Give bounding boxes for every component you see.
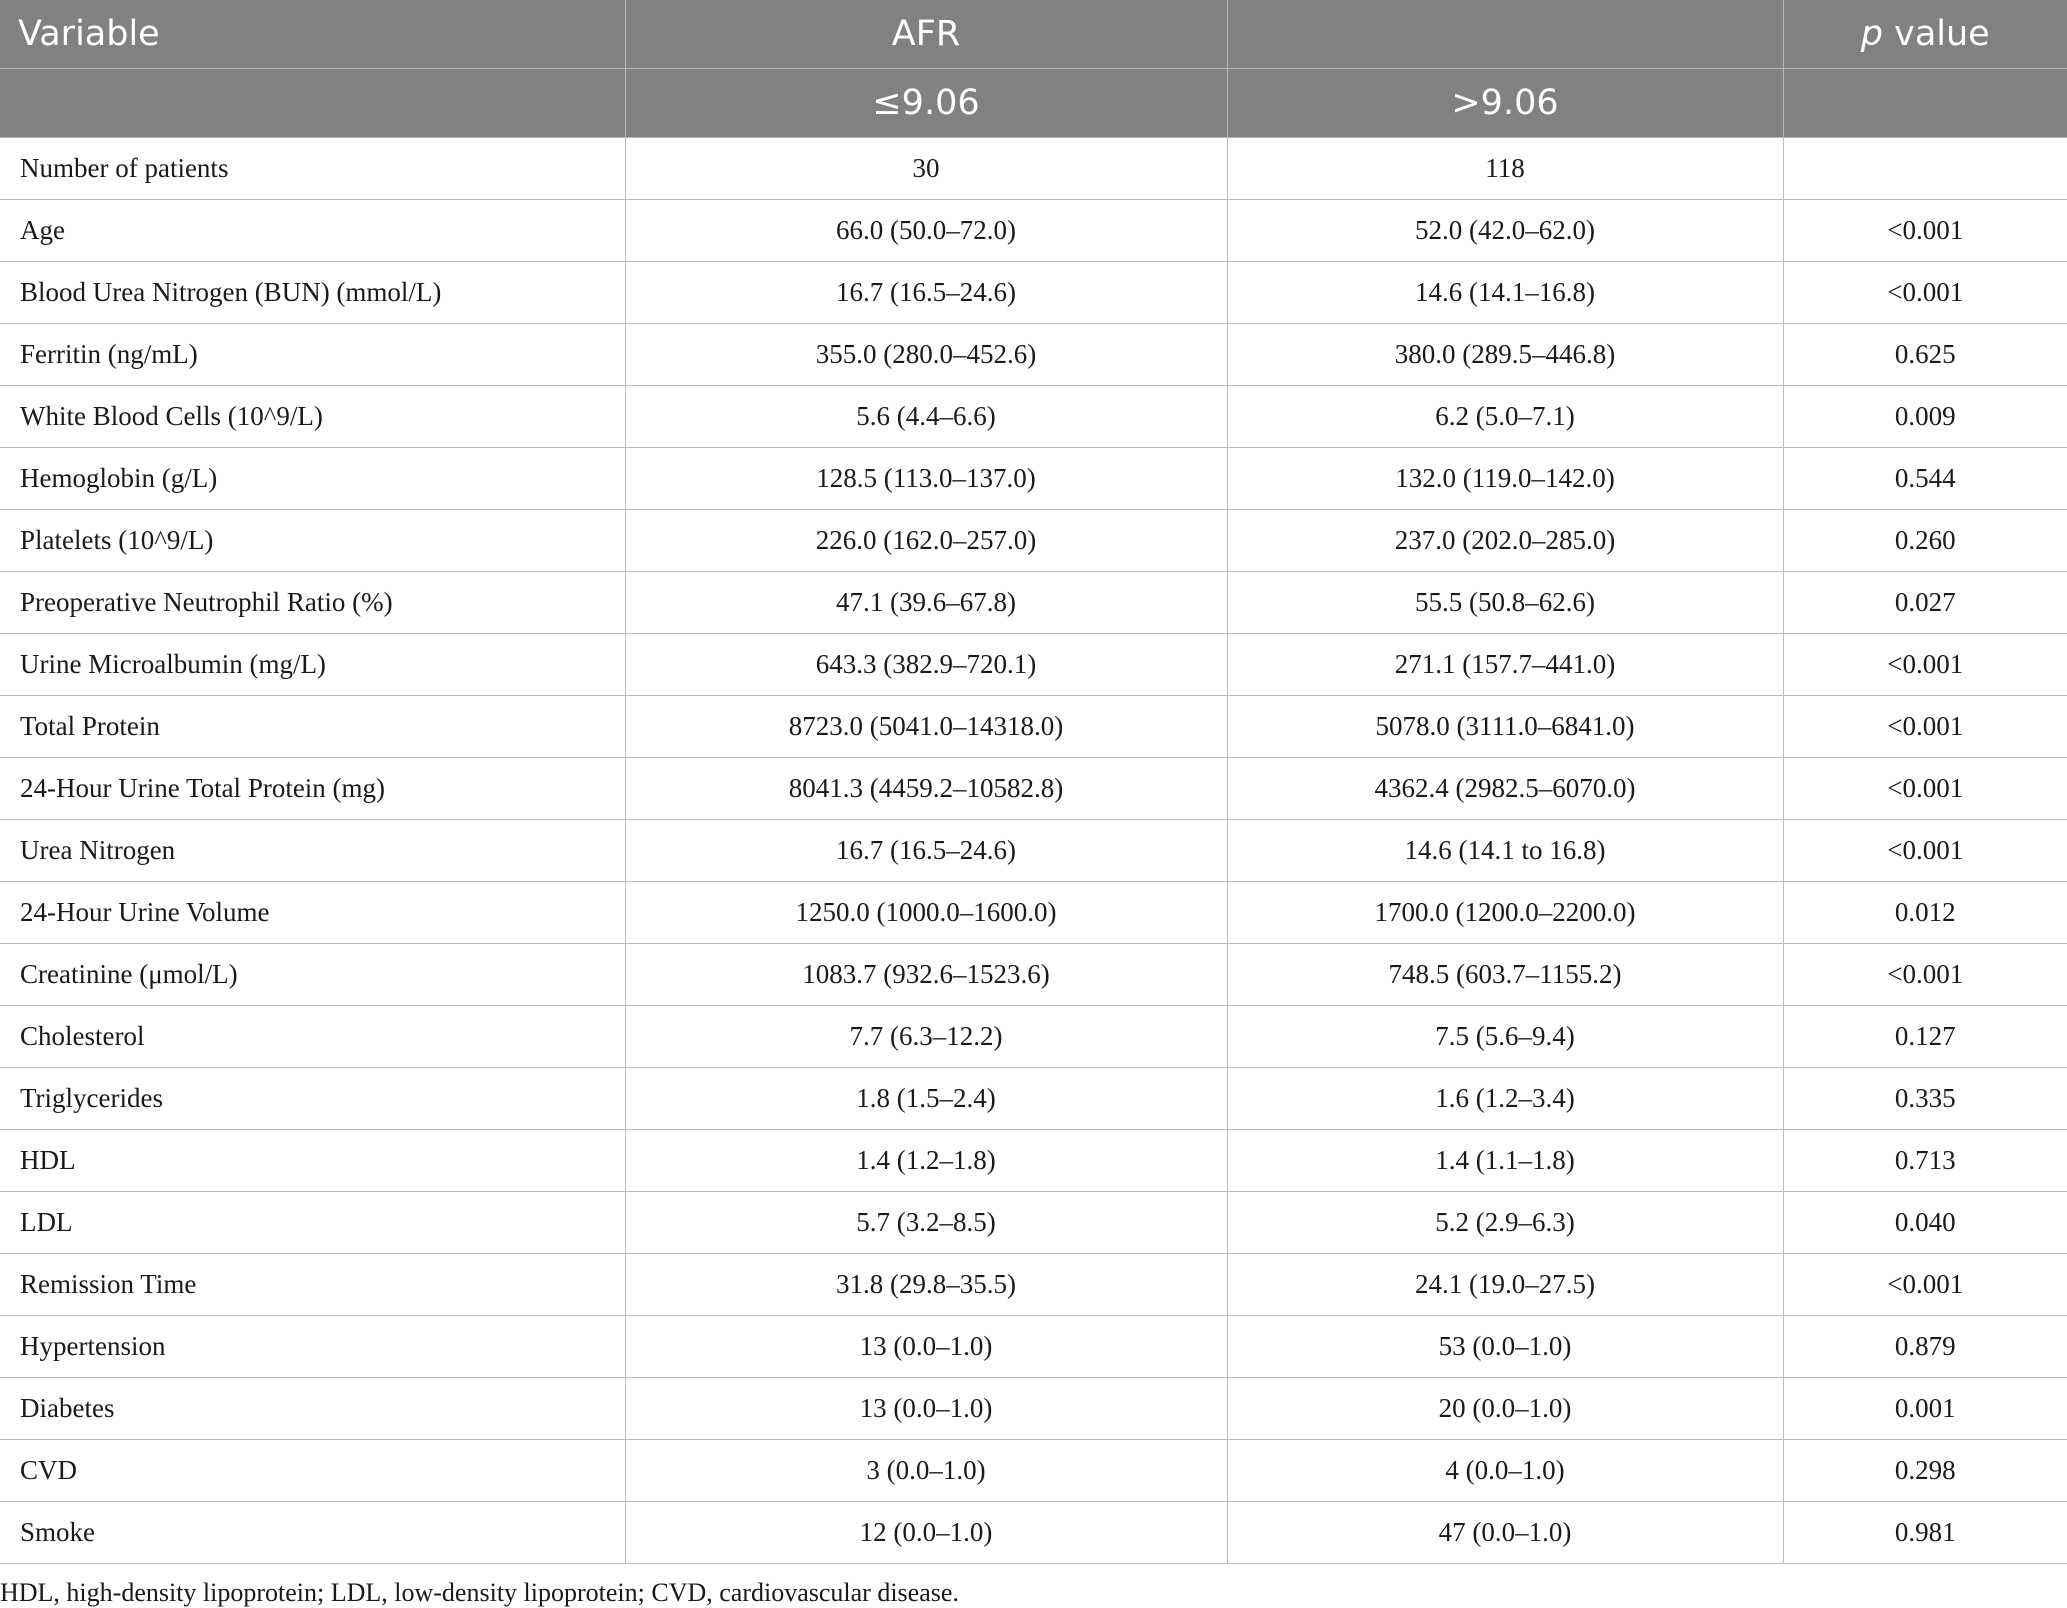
cell-p-value: <0.001	[1783, 1254, 2067, 1316]
cell-variable: Creatinine (μmol/L)	[0, 944, 625, 1006]
cell-variable: LDL	[0, 1192, 625, 1254]
table-row	[0, 1440, 2067, 1502]
cell-p-value: 0.981	[1783, 1502, 2067, 1564]
cell-afr-low: 31.8 (29.8–35.5)	[625, 1254, 1227, 1316]
cell-afr-low: 8041.3 (4459.2–10582.8)	[625, 758, 1227, 820]
cell-p-value: 0.625	[1783, 324, 2067, 386]
table-row	[0, 200, 2067, 262]
cell-variable: Age	[0, 200, 625, 262]
table-footnote: HDL, high-density lipoprotein; LDL, low-density lipoprotein; CVD, cardiovascular disease.	[0, 1578, 959, 1607]
cell-variable: 24-Hour Urine Total Protein (mg)	[0, 758, 625, 820]
header-row-sub	[0, 69, 2067, 138]
cell-afr-high: 4 (0.0–1.0)	[1227, 1440, 1783, 1502]
cell-afr-low: 16.7 (16.5–24.6)	[625, 820, 1227, 882]
cell-afr-high: 118	[1227, 138, 1783, 200]
cell-afr-high: 5.2 (2.9–6.3)	[1227, 1192, 1783, 1254]
table-body	[0, 138, 2067, 1564]
cell-afr-high: 748.5 (603.7–1155.2)	[1227, 944, 1783, 1006]
cell-variable: Hemoglobin (g/L)	[0, 448, 625, 510]
table-row	[0, 510, 2067, 572]
cell-variable: Platelets (10^9/L)	[0, 510, 625, 572]
cell-variable: Ferritin (ng/mL)	[0, 324, 625, 386]
cell-afr-low: 5.7 (3.2–8.5)	[625, 1192, 1227, 1254]
cell-p-value: <0.001	[1783, 200, 2067, 262]
cell-afr-high: 47 (0.0–1.0)	[1227, 1502, 1783, 1564]
table-header	[0, 0, 2067, 138]
cell-afr-high: 6.2 (5.0–7.1)	[1227, 386, 1783, 448]
cell-afr-high: 380.0 (289.5–446.8)	[1227, 324, 1783, 386]
cell-afr-high: 271.1 (157.7–441.0)	[1227, 634, 1783, 696]
header-p-value	[1783, 0, 2067, 69]
cell-p-value: 0.027	[1783, 572, 2067, 634]
cell-afr-low: 226.0 (162.0–257.0)	[625, 510, 1227, 572]
table-row	[0, 1130, 2067, 1192]
header-p-rest: value	[1882, 14, 1990, 54]
cell-variable: Urine Microalbumin (mg/L)	[0, 634, 625, 696]
table-row	[0, 820, 2067, 882]
header-afr-spacer	[1227, 0, 1783, 69]
cell-afr-high: 14.6 (14.1–16.8)	[1227, 262, 1783, 324]
cell-afr-high: 24.1 (19.0–27.5)	[1227, 1254, 1783, 1316]
cell-variable: Urea Nitrogen	[0, 820, 625, 882]
cell-afr-low: 5.6 (4.4–6.6)	[625, 386, 1227, 448]
table-row	[0, 262, 2067, 324]
cell-afr-high: 14.6 (14.1 to 16.8)	[1227, 820, 1783, 882]
cell-p-value: 0.001	[1783, 1378, 2067, 1440]
cell-afr-high: 20 (0.0–1.0)	[1227, 1378, 1783, 1440]
table-row	[0, 1192, 2067, 1254]
table-row	[0, 634, 2067, 696]
table-row	[0, 448, 2067, 510]
table-row	[0, 1502, 2067, 1564]
cell-p-value: 0.009	[1783, 386, 2067, 448]
table-row	[0, 324, 2067, 386]
cell-variable: Number of patients	[0, 138, 625, 200]
cell-p-value: <0.001	[1783, 634, 2067, 696]
cell-afr-low: 1083.7 (932.6–1523.6)	[625, 944, 1227, 1006]
table-row	[0, 944, 2067, 1006]
cell-afr-low: 16.7 (16.5–24.6)	[625, 262, 1227, 324]
cell-afr-low: 12 (0.0–1.0)	[625, 1502, 1227, 1564]
cell-variable: CVD	[0, 1440, 625, 1502]
cell-afr-high: 52.0 (42.0–62.0)	[1227, 200, 1783, 262]
cell-variable: Preoperative Neutrophil Ratio (%)	[0, 572, 625, 634]
table-row	[0, 138, 2067, 200]
cell-afr-low: 13 (0.0–1.0)	[625, 1378, 1227, 1440]
header-sub-high: >9.06	[1227, 69, 1783, 138]
cell-p-value	[1783, 138, 2067, 200]
cell-p-value: <0.001	[1783, 944, 2067, 1006]
cell-afr-high: 4362.4 (2982.5–6070.0)	[1227, 758, 1783, 820]
cell-variable: Triglycerides	[0, 1068, 625, 1130]
header-sub-low: ≤9.06	[625, 69, 1227, 138]
cell-afr-high: 7.5 (5.6–9.4)	[1227, 1006, 1783, 1068]
cell-variable: Hypertension	[0, 1316, 625, 1378]
cell-variable: Diabetes	[0, 1378, 625, 1440]
cell-p-value: <0.001	[1783, 758, 2067, 820]
header-sub-blank-p	[1783, 69, 2067, 138]
cell-afr-low: 47.1 (39.6–67.8)	[625, 572, 1227, 634]
table-row	[0, 882, 2067, 944]
table-row	[0, 758, 2067, 820]
cell-p-value: 0.335	[1783, 1068, 2067, 1130]
cell-afr-low: 1.4 (1.2–1.8)	[625, 1130, 1227, 1192]
cell-p-value: 0.040	[1783, 1192, 2067, 1254]
header-p-italic: p	[1860, 14, 1883, 54]
cell-afr-low: 13 (0.0–1.0)	[625, 1316, 1227, 1378]
cell-afr-low: 66.0 (50.0–72.0)	[625, 200, 1227, 262]
cell-variable: HDL	[0, 1130, 625, 1192]
cell-p-value: 0.879	[1783, 1316, 2067, 1378]
cell-p-value: <0.001	[1783, 820, 2067, 882]
cell-variable: Total Protein	[0, 696, 625, 758]
cell-p-value: <0.001	[1783, 696, 2067, 758]
cell-afr-high: 237.0 (202.0–285.0)	[1227, 510, 1783, 572]
cell-p-value: 0.127	[1783, 1006, 2067, 1068]
cell-variable: Remission Time	[0, 1254, 625, 1316]
table-row	[0, 696, 2067, 758]
cell-variable: White Blood Cells (10^9/L)	[0, 386, 625, 448]
cell-afr-low: 3 (0.0–1.0)	[625, 1440, 1227, 1502]
cell-afr-low: 643.3 (382.9–720.1)	[625, 634, 1227, 696]
cell-afr-high: 1.4 (1.1–1.8)	[1227, 1130, 1783, 1192]
cell-p-value: 0.544	[1783, 448, 2067, 510]
cell-p-value: 0.012	[1783, 882, 2067, 944]
table-row	[0, 1068, 2067, 1130]
cell-p-value: 0.298	[1783, 1440, 2067, 1502]
cell-p-value: 0.260	[1783, 510, 2067, 572]
header-sub-blank	[0, 69, 625, 138]
cell-afr-low: 1.8 (1.5–2.4)	[625, 1068, 1227, 1130]
table-row	[0, 1378, 2067, 1440]
cell-afr-low: 128.5 (113.0–137.0)	[625, 448, 1227, 510]
cell-afr-low: 30	[625, 138, 1227, 200]
header-variable: Variable	[0, 0, 625, 69]
table-row	[0, 1316, 2067, 1378]
table-row	[0, 1254, 2067, 1316]
cell-p-value: 0.713	[1783, 1130, 2067, 1192]
table-row	[0, 1006, 2067, 1068]
header-row-main	[0, 0, 2067, 69]
cell-variable: Blood Urea Nitrogen (BUN) (mmol/L)	[0, 262, 625, 324]
cell-afr-low: 8723.0 (5041.0–14318.0)	[625, 696, 1227, 758]
cell-afr-high: 132.0 (119.0–142.0)	[1227, 448, 1783, 510]
cell-afr-low: 355.0 (280.0–452.6)	[625, 324, 1227, 386]
header-afr: AFR	[625, 0, 1227, 69]
cell-p-value: <0.001	[1783, 262, 2067, 324]
table-row	[0, 386, 2067, 448]
cell-afr-low: 1250.0 (1000.0–1600.0)	[625, 882, 1227, 944]
cell-afr-high: 5078.0 (3111.0–6841.0)	[1227, 696, 1783, 758]
table-row	[0, 572, 2067, 634]
cell-afr-high: 55.5 (50.8–62.6)	[1227, 572, 1783, 634]
cell-afr-high: 1.6 (1.2–3.4)	[1227, 1068, 1783, 1130]
cell-afr-high: 53 (0.0–1.0)	[1227, 1316, 1783, 1378]
cell-variable: Cholesterol	[0, 1006, 625, 1068]
cell-variable: 24-Hour Urine Volume	[0, 882, 625, 944]
cell-afr-low: 7.7 (6.3–12.2)	[625, 1006, 1227, 1068]
cell-variable: Smoke	[0, 1502, 625, 1564]
cell-afr-high: 1700.0 (1200.0–2200.0)	[1227, 882, 1783, 944]
